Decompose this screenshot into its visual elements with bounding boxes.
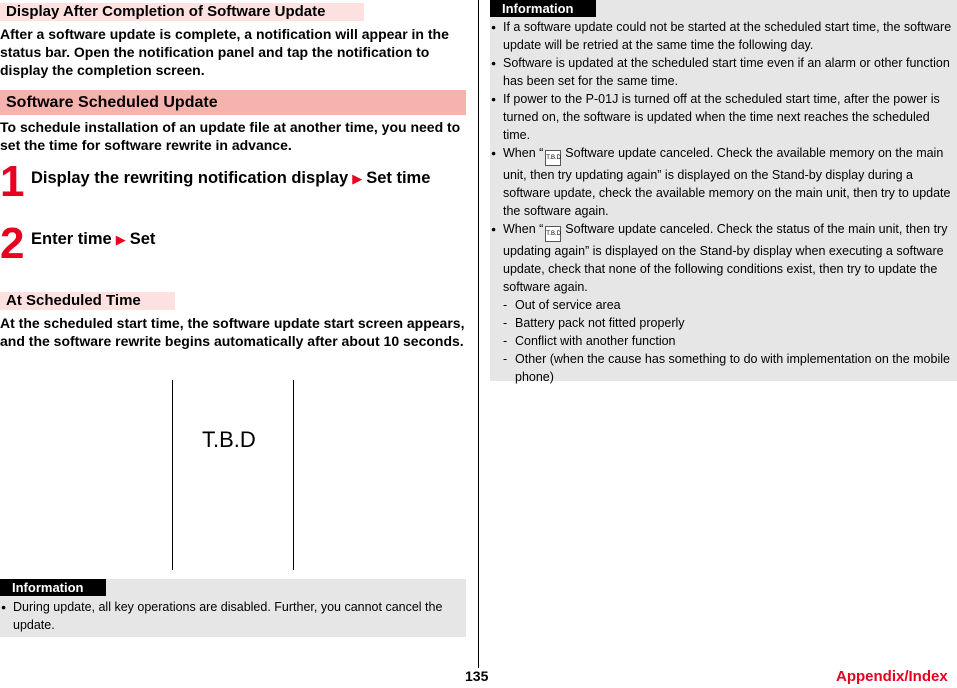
display-after-body: After a software update is complete, a notification will appear in the status bar. Open the notification panel and tap the notification to display the completion screen.	[0, 26, 449, 78]
step-1-text	[31, 168, 430, 189]
step-1-number: 1	[0, 157, 25, 206]
list-item: ● If a software update could not be started at the scheduled start time, the software update will be retried at the same time the following day.	[491, 18, 953, 54]
sub-list-item: - Conflict with another function	[503, 334, 676, 348]
left-information-box	[0, 579, 466, 637]
step-1-action: Set time	[366, 169, 431, 187]
tbd-icon: T.B.D	[545, 150, 561, 166]
display-after-heading: Display After Completion of Software Update	[0, 3, 364, 21]
list-item: ● Software is updated at the scheduled start time even if an alarm or other function has been set for the same time.	[491, 54, 953, 90]
screen-placeholder-label: T.B.D	[202, 427, 256, 452]
list-item: ● During update, all key operations are disabled. Further, you cannot cancel the update.	[1, 598, 456, 634]
list-item: ● When “ T.B.D Software update canceled. Check the status of the main unit, then try updating again” is displayed on the Stand-by display when executing a software update, check that none of the following conditions exist, then try to update the software again.	[491, 220, 953, 296]
list-item: ● When “ T.B.D Software update canceled. Check the available memory on the main unit, then try updating again” is displayed on the Stand-by display during a software update, check the available memory on the main unit, then try to update the software again.	[491, 144, 953, 220]
column-divider	[478, 0, 479, 668]
step-2-number: 2	[0, 219, 25, 268]
step-2-text	[31, 229, 155, 250]
at-scheduled-time-heading: At Scheduled Time	[0, 292, 175, 310]
step-2-instruction: Enter time	[31, 230, 112, 248]
arrow-right-icon: ▶	[352, 171, 363, 186]
tbd-icon: T.B.D	[545, 226, 561, 242]
right-information-list	[491, 18, 953, 386]
arrow-right-icon: ▶	[115, 232, 126, 247]
step-2-action: Set	[129, 230, 156, 248]
right-information-tag: Information	[490, 0, 596, 17]
left-information-list	[1, 598, 456, 634]
sub-list-item: - Other (when the cause has something to do with implementation on the mobile phone)	[503, 352, 950, 384]
appendix-index-link[interactable]: Appendix/Index	[836, 668, 948, 685]
sub-list-item: - Out of service area	[503, 298, 621, 312]
scheduled-update-body: To schedule installation of an update file at another time, you need to set the time for software rewrite in advance.	[0, 119, 461, 153]
screen-placeholder-left-border	[172, 380, 173, 570]
page-number: 135	[465, 668, 489, 684]
at-scheduled-time-body: At the scheduled start time, the software update start screen appears, and the software rewrite begins automatically after about 10 seconds.	[0, 315, 465, 349]
step-1-instruction: Display the rewriting notification display	[31, 169, 349, 187]
list-item: ● If power to the P-01J is turned off at the scheduled start time, after the power is turned on, the software is updated when the time next reaches the scheduled time.	[491, 90, 953, 144]
left-information-tag: Information	[0, 579, 106, 596]
scheduled-update-heading: Software Scheduled Update	[0, 90, 466, 115]
sub-list-item: - Battery pack not fitted properly	[503, 316, 685, 330]
right-information-box	[490, 0, 957, 384]
screen-placeholder-right-border	[293, 380, 294, 570]
